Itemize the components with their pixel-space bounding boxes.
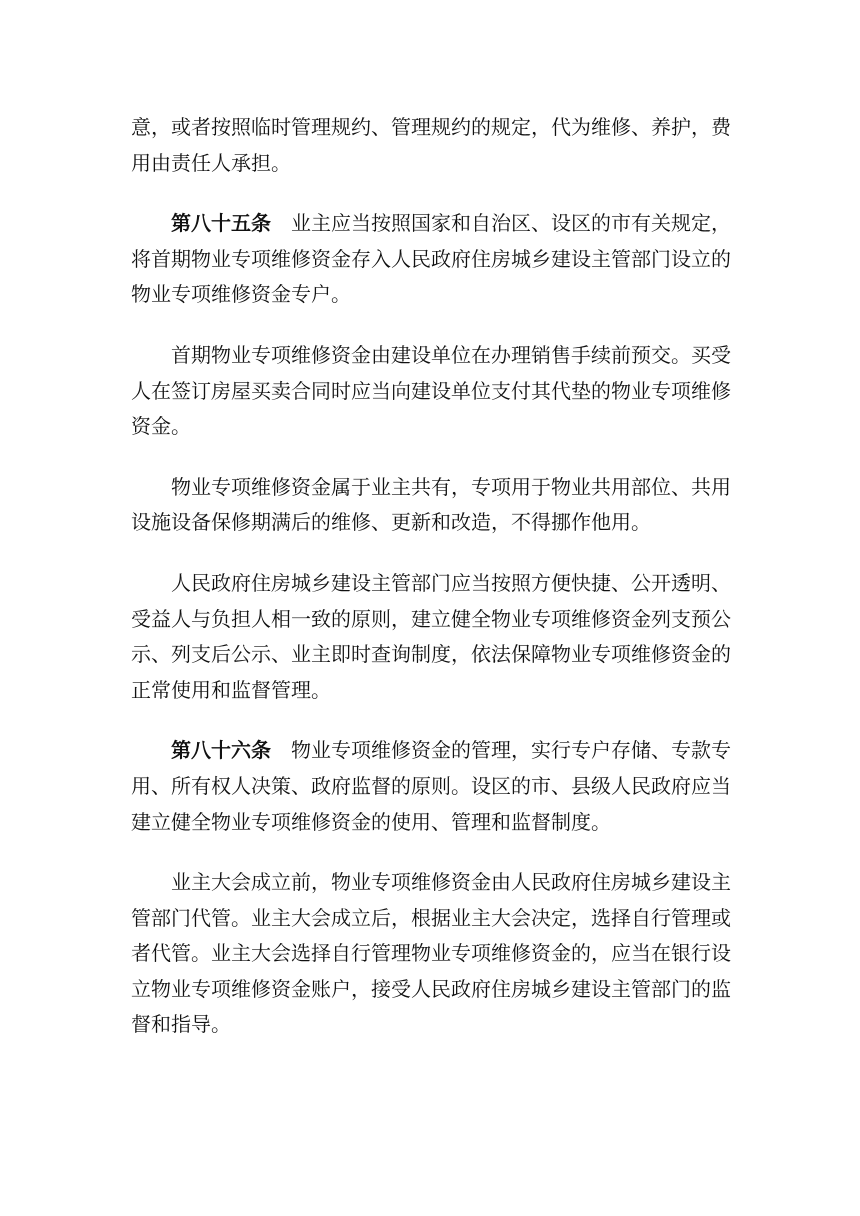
document-page [131, 110, 731, 1068]
paragraph [131, 338, 731, 445]
paragraph-text: 业主应当按照国家和自治区、设区的市有关规定，将首期物业专项维修资金存入人民政府住房城乡建设主管部门设立的物业专项维修资金专户。 [131, 211, 731, 307]
article-85-paragraph [131, 206, 731, 313]
paragraph-text: 业主大会成立前，物业专项维修资金由人民政府住房城乡建设主管部门代管。业主大会成立后，根据业主大会决定，选择自行管理或者代管。业主大会选择自行管理物业专项维修资金的，应当在银行设立物业专项维修资金账户，接受人民政府住房城乡建设主管部门的监督和指导。 [131, 870, 731, 1037]
paragraph-text: 意，或者按照临时管理规约、管理规约的规定，代为维修、养护，费用由责任人承担。 [131, 115, 731, 175]
article-number: 第八十六条 [171, 738, 271, 763]
paragraph-text: 首期物业专项维修资金由建设单位在办理销售手续前预交。买受人在签订房屋买卖合同时应当向建设单位支付其代垫的物业专项维修资金。 [131, 342, 731, 439]
paragraph [131, 566, 731, 708]
paragraph-text: 人民政府住房城乡建设主管部门应当按照方便快捷、公开透明、受益人与负担人相一致的原则，建立健全物业专项维修资金列支预公示、列支后公示、业主即时查询制度，依法保障物业专项维修资金的正常使用和监督管理。 [131, 570, 731, 702]
paragraph-continuation [131, 110, 731, 181]
paragraph [131, 865, 731, 1043]
article-number: 第八十五条 [171, 211, 271, 236]
paragraph [131, 470, 731, 541]
paragraph-text: 物业专项维修资金的管理，实行专户存储、专款专用、所有权人决策、政府监督的原则。设区的市、县级人民政府应当建立健全物业专项维修资金的使用、管理和监督制度。 [131, 738, 731, 834]
paragraph-text: 物业专项维修资金属于业主共有，专项用于物业共用部位、共用设施设备保修期满后的维修、更新和改造，不得挪作他用。 [131, 474, 731, 535]
article-86-paragraph [131, 733, 731, 840]
